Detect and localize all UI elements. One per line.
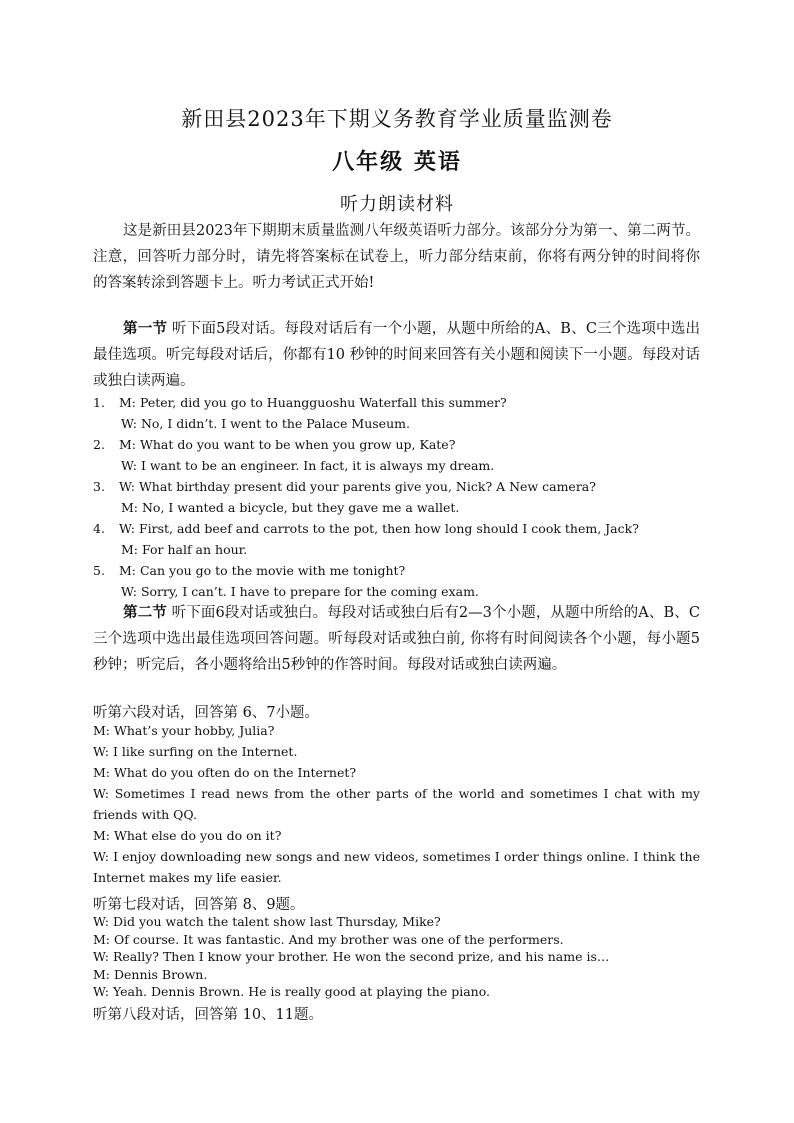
dialog-line: W: Did you watch the talent show last Thursday, Mike?	[93, 914, 441, 929]
list-item	[93, 392, 700, 434]
section1-label: 第一节	[123, 320, 168, 337]
dialog-line: M: Of course. It was fantastic. And my brother was one of the performers.	[93, 931, 564, 947]
item-line: W: Sorry, I can’t. I have to prepare for the coming exam.	[121, 584, 479, 599]
section2-label: 第二节	[123, 604, 167, 621]
dialog7-heading: 听第七段对话，回答第 8、9题。	[93, 897, 305, 913]
item-number: 5.	[93, 563, 105, 578]
item-line: W: I want to be an engineer. In fact, it is always my dream.	[121, 458, 495, 473]
dialog6-lines	[93, 720, 700, 888]
list-item	[93, 434, 700, 476]
dialog6-heading: 听第六段对话，回答第 6、7小题。	[93, 705, 320, 721]
dialog-line: M: Dennis Brown.	[93, 966, 208, 982]
item-line: M: No, I wanted a bicycle, but they gave me a wallet.	[121, 500, 460, 515]
dialog-line: W: Really? Then I know your brother. He won the second prize, and his name is…	[93, 949, 610, 964]
dialog-line: W: Sometimes I read news from the other parts of the world and sometimes I chat with my friends with QQ.	[93, 786, 700, 822]
section2-paragraph	[93, 600, 700, 678]
item-line: W: No, I didn’t. I went to the Palace Museum.	[121, 416, 410, 431]
section2-instruction: 听下面6段对话或独白。每段对话或独白后有2—3个小题，从题中所给的A、B、C三个选项中选出最佳选项回答问题。听每段对话或独白前, 你将有时间阅读各个小题，每小题5秒钟；听完后，各小题将给出5秒钟的作答时间。每段对话或独白读两遍。	[93, 605, 700, 673]
dialog-line: W: I enjoy downloading new songs and new videos, sometimes I order things online. I think the Internet makes my life easier.	[93, 849, 700, 885]
section-title: 听力朗读材料	[340, 194, 454, 215]
section1-paragraph	[93, 316, 700, 394]
item-number: 3.	[93, 479, 105, 494]
dialog-line: M: What do you often do on the Internet?	[93, 765, 357, 780]
dialog-line: W: Yeah. Dennis Brown. He is really good at playing the piano.	[93, 984, 491, 999]
item-number: 1.	[93, 395, 105, 410]
dialog-line: W: I like surfing on the Internet.	[93, 744, 298, 759]
exam-title: 新田县2023年下期义务教育学业质量监测卷	[181, 107, 613, 131]
item-number: 2.	[93, 437, 105, 452]
item-line: M: Peter, did you go to Huangguoshu Waterfall this summer?	[119, 395, 507, 410]
dialog8-heading: 听第八段对话，回答第 10、11题。	[93, 1007, 324, 1023]
list-item	[93, 560, 700, 602]
item-number: 4.	[93, 521, 105, 536]
item-line: M: For half an hour.	[121, 542, 248, 557]
item-line: M: What do you want to be when you grow up, Kate?	[119, 437, 456, 452]
item-line: W: What birthday present did your parents give you, Nick? A New camera?	[119, 479, 596, 494]
dialog-line: M: What’s your hobby, Julia?	[93, 723, 275, 738]
item-line: W: First, add beef and carrots to the pot, then how long should I cook them, Jack?	[119, 521, 639, 536]
section1-instruction: 听下面5段对话。每段对话后有一个小题，从题中所给的A、B、C三个选项中选出最佳选项。听完每段对话后，你都有10 秒钟的时间来回答有关小题和阅读下一小题。每段对话或独白读两遍。	[93, 321, 700, 389]
list-item	[93, 518, 700, 560]
exam-subtitle: 八年级 英语	[332, 149, 462, 175]
intro-paragraph: 这是新田县2023年下期期末质量监测八年级英语听力部分。该部分分为第一、第二两节。注意，回答听力部分时，请先将答案标在试卷上，听力部分结束前，你将有两分钟的时间将你的答案转涂到答题卡上。听力考试正式开始!	[93, 223, 700, 291]
item-line: M: Can you go to the movie with me tonight?	[119, 563, 406, 578]
list-item	[93, 476, 700, 518]
dialog7-lines	[93, 913, 700, 1001]
dialog-line: M: What else do you do on it?	[93, 828, 282, 843]
section1-items	[93, 392, 700, 602]
